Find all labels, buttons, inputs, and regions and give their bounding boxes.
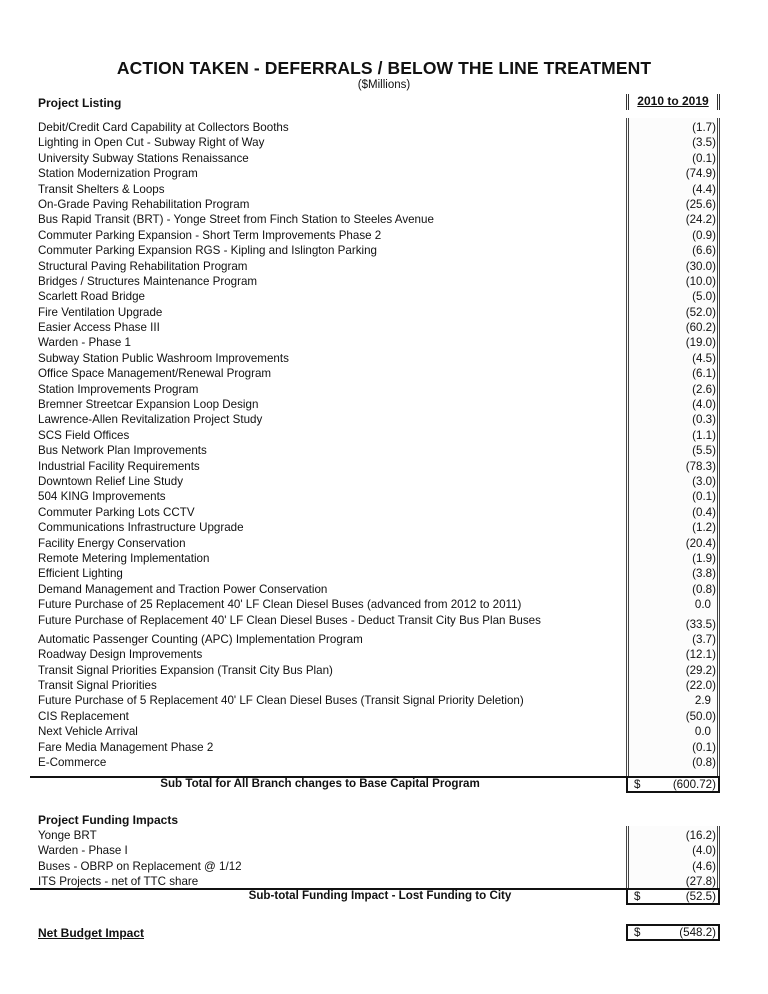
project-row: Communications Infrastructure Upgrade [38, 521, 244, 535]
project-row: Lighting in Open Cut - Subway Right of Way [38, 136, 265, 150]
project-row: Future Purchase of Replacement 40' LF Clean Diesel Buses - Deduct Transit City Bus Plan Buses [38, 613, 541, 627]
project-row: Station Modernization Program [38, 167, 198, 181]
project-value: (0.3) [692, 413, 716, 427]
branch-subtotal-currency: $ [634, 778, 641, 791]
project-row: Bus Rapid Transit (BRT) - Yonge Street from Finch Station to Steeles Avenue [38, 213, 434, 227]
project-row: Easier Access Phase III [38, 321, 160, 335]
project-value: (22.0) [685, 679, 716, 693]
project-row: Demand Management and Traction Power Conservation [38, 582, 328, 596]
project-value: (0.1) [692, 490, 716, 504]
project-value: (50.0) [685, 709, 716, 723]
project-row: Structural Paving Rehabilitation Program [38, 259, 248, 273]
project-value: (74.9) [685, 167, 716, 181]
project-row: Efficient Lighting [38, 567, 123, 581]
project-listing-heading: Project Listing [38, 96, 122, 110]
document-title: ACTION TAKEN - DEFERRALS / BELOW THE LINE TREATMENT [116, 58, 652, 78]
project-value: (3.5) [692, 136, 716, 150]
project-row: Industrial Facility Requirements [38, 459, 200, 473]
project-value: (4.5) [692, 351, 716, 365]
funding-list [38, 828, 538, 890]
project-value: (3.8) [692, 567, 716, 581]
project-value: (2.6) [692, 382, 716, 396]
project-list [38, 120, 598, 770]
funding-value: (27.8) [685, 875, 716, 889]
project-row: Automatic Passenger Counting (APC) Implementation Program [38, 632, 363, 646]
project-row: Transit Shelters & Loops [38, 182, 165, 196]
project-value: 0.0 [694, 598, 711, 612]
project-value: (10.0) [685, 274, 716, 288]
project-row: E-Commerce [38, 756, 107, 770]
branch-subtotal-value: (600.72) [672, 778, 716, 791]
project-value: (1.7) [692, 121, 716, 134]
project-row: Commuter Parking Expansion - Short Term Improvements Phase 2 [38, 228, 382, 242]
project-value: (19.0) [685, 336, 716, 350]
project-value: (60.2) [685, 321, 716, 335]
funding-impacts-heading: Project Funding Impacts [38, 813, 179, 827]
project-row: Station Improvements Program [38, 382, 199, 396]
project-row: Scarlett Road Bridge [38, 290, 145, 304]
funding-row: Warden - Phase I [38, 844, 128, 858]
funding-value: (4.0) [692, 844, 716, 858]
funding-subtotal-currency: $ [634, 890, 641, 903]
funding-value: (16.2) [685, 829, 716, 842]
project-row: 504 KING Improvements [38, 490, 166, 504]
branch-subtotal-label: Sub Total for All Branch changes to Base Capital Program [160, 777, 480, 790]
funding-row: Yonge BRT [38, 829, 97, 842]
project-value: (78.3) [685, 459, 716, 473]
project-row: Bremner Streetcar Expansion Loop Design [38, 398, 259, 412]
project-value: (0.9) [692, 228, 716, 242]
project-row: Next Vehicle Arrival [38, 725, 138, 739]
project-value: (6.1) [692, 367, 716, 381]
project-row: Bus Network Plan Improvements [38, 444, 207, 458]
project-row: Remote Metering Implementation [38, 551, 210, 565]
project-value: (0.4) [692, 505, 716, 519]
project-value: (25.6) [685, 197, 716, 211]
funding-subtotal-box [626, 888, 720, 905]
funding-values [626, 828, 717, 890]
net-budget-currency: $ [634, 926, 641, 939]
project-row: Facility Energy Conservation [38, 536, 186, 550]
project-value: (5.0) [692, 290, 716, 304]
project-value: (29.2) [685, 663, 716, 677]
project-value: 0.0 [694, 725, 711, 739]
net-budget-value: (548.2) [679, 926, 716, 939]
project-row: Commuter Parking Expansion RGS - Kipling and Islington Parking [38, 244, 377, 258]
project-row: Transit Signal Priorities Expansion (Transit City Bus Plan) [38, 663, 333, 677]
project-row: Future Purchase of 5 Replacement 40' LF Clean Diesel Buses (Transit Signal Priority Deletion) [38, 694, 524, 708]
project-value: (5.5) [692, 444, 716, 458]
funding-subtotal-value: (52.5) [685, 890, 716, 903]
project-value: 2.9 [694, 694, 711, 708]
project-row: CIS Replacement [38, 709, 129, 723]
project-row: Downtown Relief Line Study [38, 474, 184, 488]
project-row: Office Space Management/Renewal Program [38, 367, 272, 381]
project-row: On-Grade Paving Rehabilitation Program [38, 197, 250, 211]
project-value: (4.4) [692, 182, 716, 196]
project-row: University Subway Stations Renaissance [38, 151, 249, 165]
project-value: (6.6) [692, 244, 716, 258]
project-row: SCS Field Offices [38, 428, 130, 442]
net-budget-label: Net Budget Impact [38, 926, 145, 940]
project-row: Future Purchase of 25 Replacement 40' LF Clean Diesel Buses (advanced from 2012 to 2011) [38, 598, 522, 612]
project-row: Debit/Credit Card Capability at Collectors Booths [38, 121, 289, 134]
funding-row: Buses - OBRP on Replacement @ 1/12 [38, 859, 242, 873]
project-value: (0.1) [692, 740, 716, 754]
project-value: (1.1) [692, 428, 716, 442]
project-row: Fire Ventilation Upgrade [38, 305, 163, 319]
project-value: (12.1) [685, 648, 716, 662]
project-row: Lawrence-Allen Revitalization Project Study [38, 413, 263, 427]
project-row: Fare Media Management Phase 2 [38, 740, 214, 754]
project-value: (3.0) [692, 474, 716, 488]
project-value: (0.1) [692, 151, 716, 165]
project-row: Bridges / Structures Maintenance Program [38, 274, 258, 288]
project-row: Subway Station Public Washroom Improvements [38, 351, 289, 365]
project-row: Transit Signal Priorities [38, 679, 157, 693]
project-value: (0.8) [692, 756, 716, 770]
project-value: (0.8) [692, 582, 716, 596]
project-value: (33.5) [685, 617, 716, 631]
project-row: Commuter Parking Lots CCTV [38, 505, 195, 519]
funding-value: (4.6) [692, 859, 716, 873]
project-values [626, 120, 717, 770]
period-column-heading: 2010 to 2019 [626, 94, 720, 110]
project-value: (1.9) [692, 551, 716, 565]
funding-row: ITS Projects - net of TTC share [38, 875, 199, 889]
project-row: Warden - Phase 1 [38, 336, 132, 350]
branch-subtotal-box [626, 776, 720, 793]
project-value: (3.7) [692, 632, 716, 646]
project-value: (4.0) [692, 398, 716, 412]
net-budget-box [626, 924, 720, 941]
project-value: (24.2) [685, 213, 716, 227]
project-row: Roadway Design Improvements [38, 648, 203, 662]
project-value: (30.0) [685, 259, 716, 273]
funding-subtotal-label: Sub-total Funding Impact - Lost Funding to City [248, 889, 512, 902]
project-value: (1.2) [692, 521, 716, 535]
project-value: (20.4) [685, 536, 716, 550]
project-value: (52.0) [685, 305, 716, 319]
document-subtitle: ($Millions) [357, 79, 411, 91]
